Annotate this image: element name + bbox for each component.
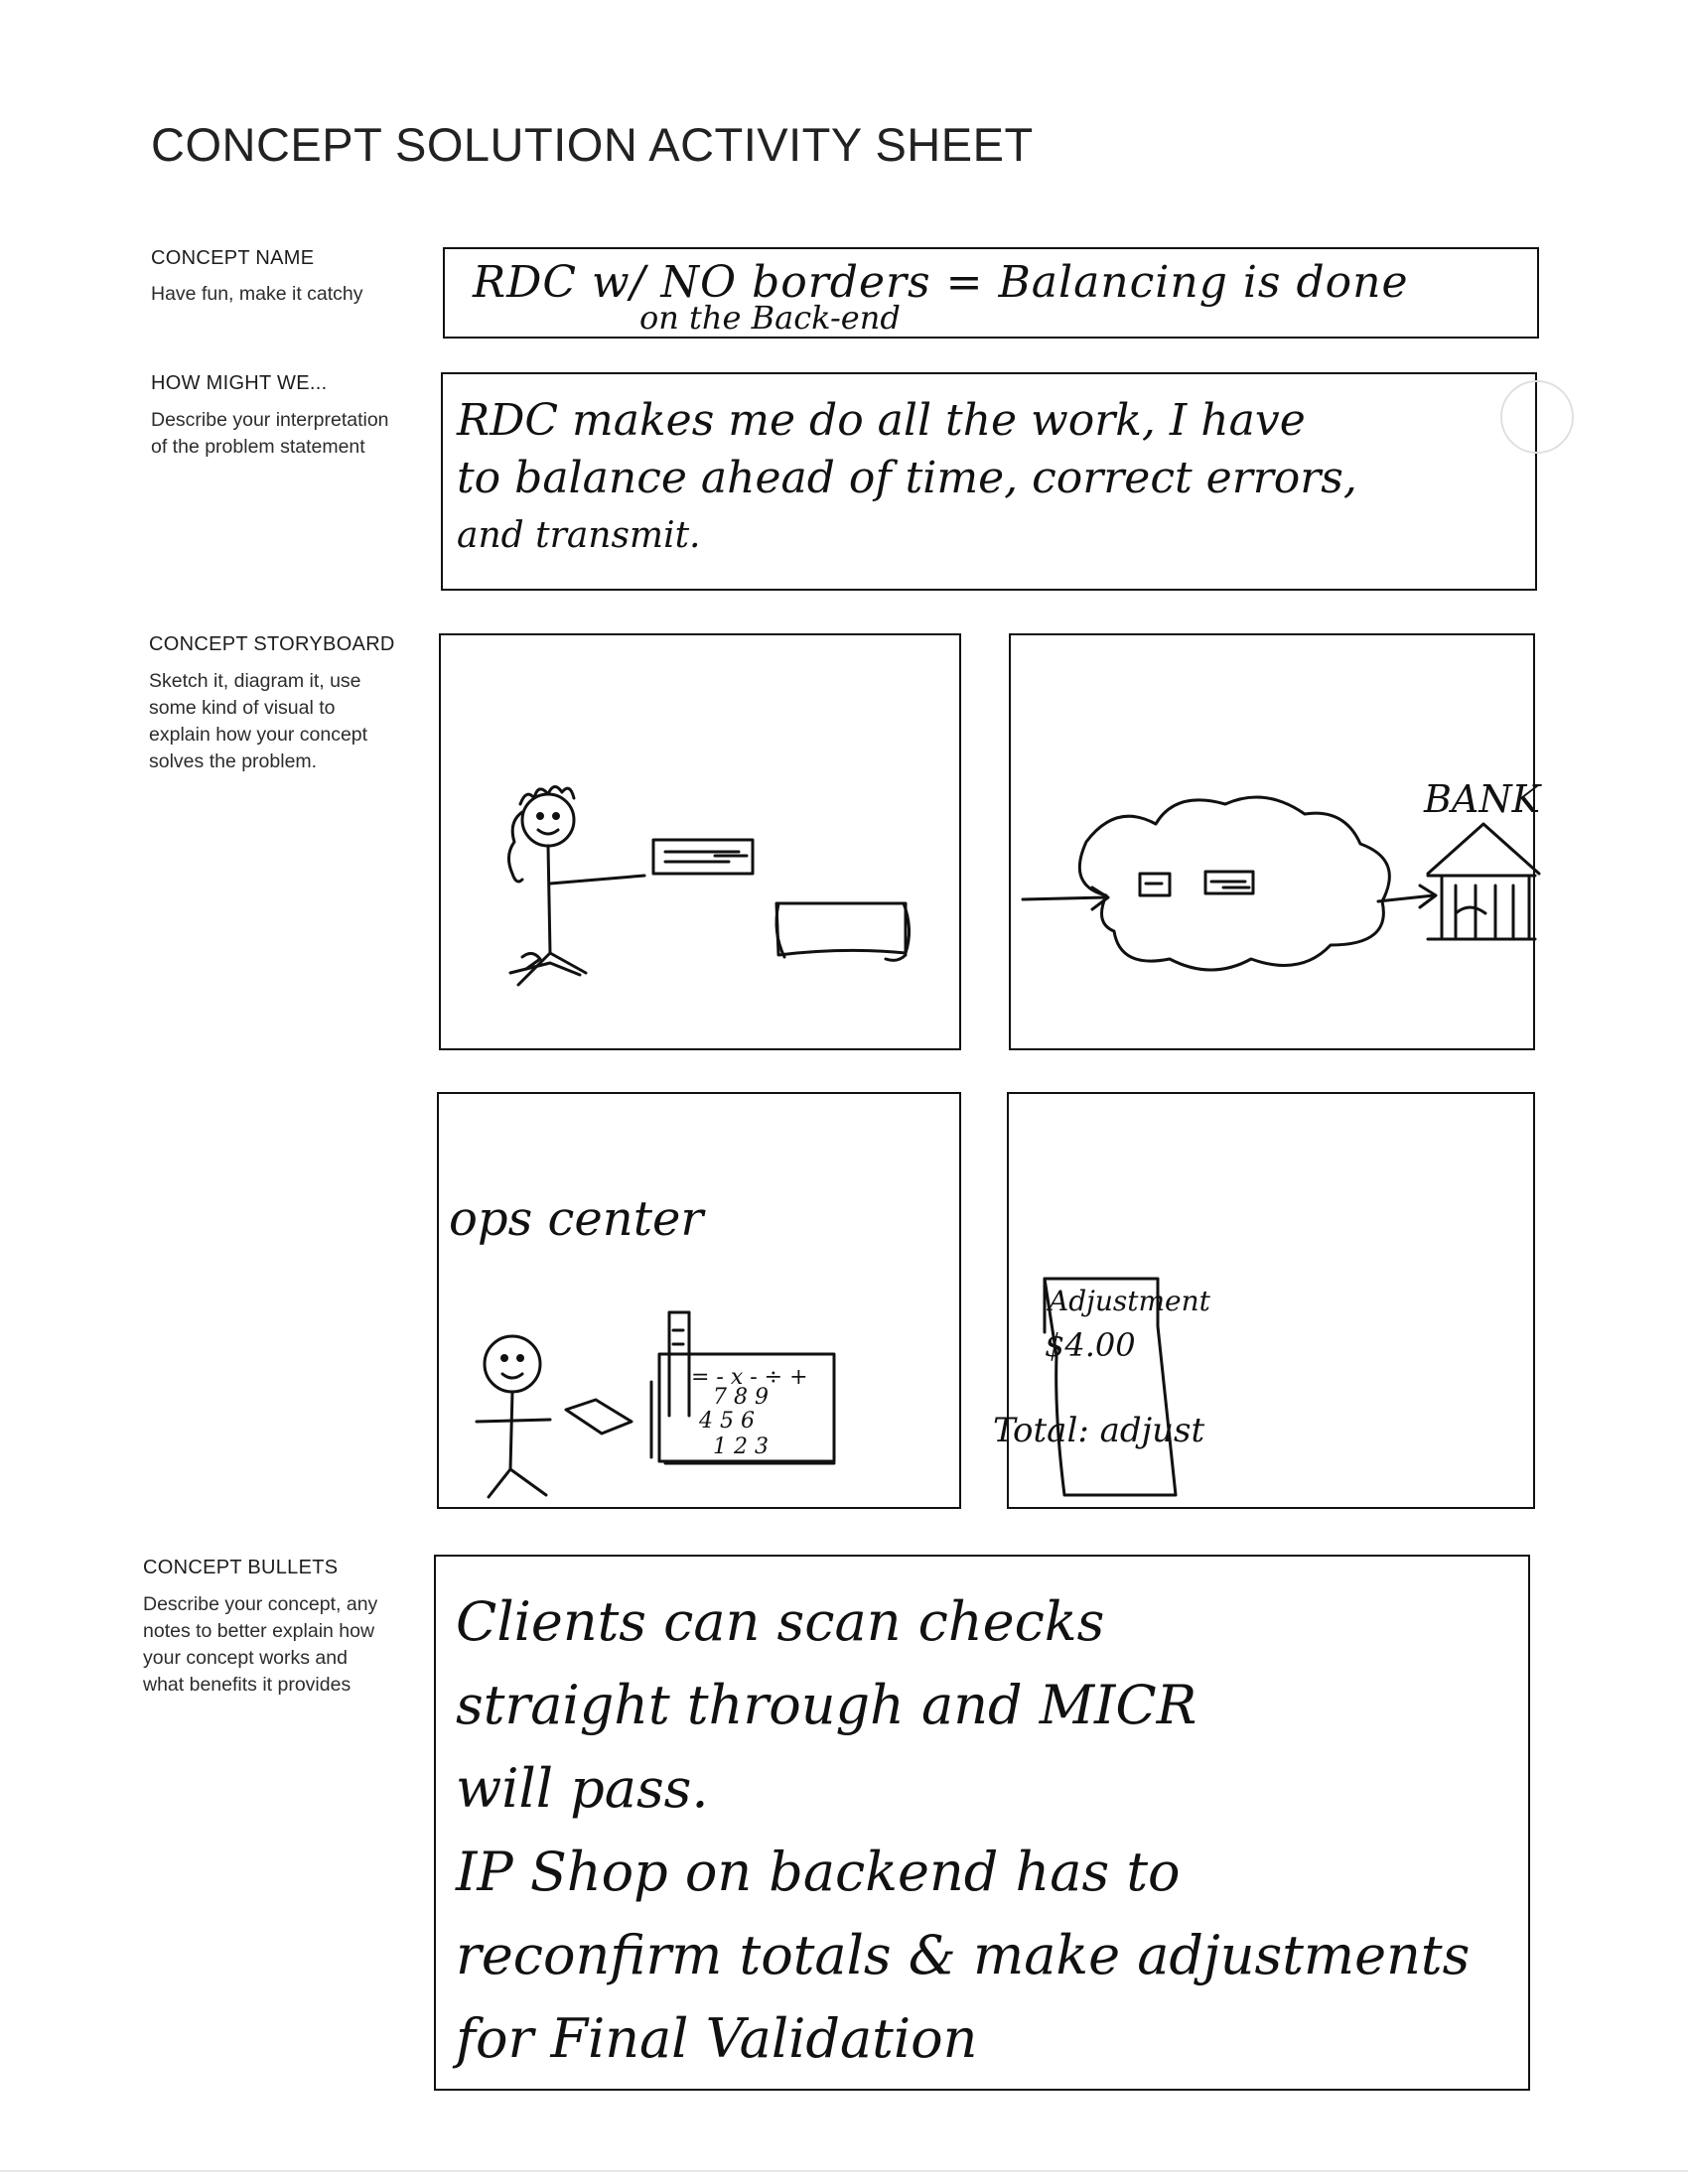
svg-text:Total: adjust: Total: adjust bbox=[993, 1411, 1205, 1450]
storyboard-description: Sketch it, diagram it, use some kind of visual to explain how your concept solves the problem. bbox=[149, 670, 368, 772]
svg-text:7 8 9: 7 8 9 bbox=[713, 1385, 769, 1410]
svg-text:1 2 3: 1 2 3 bbox=[713, 1434, 769, 1459]
hole-punch-mark bbox=[1487, 375, 1577, 465]
bullets-box[interactable] bbox=[434, 1555, 1530, 2091]
sketch-ops-center bbox=[439, 1094, 963, 1511]
bank-label: BANK bbox=[1424, 777, 1541, 821]
storyboard-panel-4[interactable] bbox=[993, 1092, 1535, 1509]
how-might-we-description: Describe your interpretation of the problem statement bbox=[151, 409, 389, 458]
storyboard-panel-3[interactable] bbox=[437, 1092, 961, 1509]
svg-text:Adjustment: Adjustment bbox=[1049, 1285, 1210, 1317]
storyboard-panel-2[interactable] bbox=[1009, 633, 1541, 1050]
storyboard-panel-1[interactable] bbox=[439, 633, 961, 1050]
svg-text:= - x - ÷ +: = - x - ÷ + bbox=[691, 1365, 808, 1390]
concept-name-box[interactable] bbox=[443, 247, 1539, 339]
scan-edge bbox=[0, 2170, 1688, 2172]
storyboard-label: CONCEPT STORYBOARD bbox=[149, 633, 395, 655]
how-might-we-answer: RDC makes me do all the work, I have to balance ahead of time, correct errors, and transmit. bbox=[457, 395, 1357, 556]
svg-text:4 5 6: 4 5 6 bbox=[699, 1409, 755, 1433]
sketch-adjustment-ticket bbox=[993, 1094, 1537, 1511]
concept-name-description: Have fun, make it catchy bbox=[151, 283, 363, 305]
page-title: CONCEPT SOLUTION ACTIVITY SHEET bbox=[151, 118, 1034, 171]
concept-name-answer-sub: on the Back-end bbox=[639, 299, 901, 337]
sketch-cloud-to-bank bbox=[1011, 635, 1541, 1052]
how-might-we-label: HOW MIGHT WE... bbox=[151, 372, 328, 394]
concept-name-answer: RDC w/ NO borders = Balancing is done bbox=[473, 257, 1409, 308]
bullets-description: Describe your concept, any notes to better explain how your concept works and what benefits it provides bbox=[143, 1593, 378, 1696]
svg-text:$4.00: $4.00 bbox=[1045, 1326, 1136, 1364]
how-might-we-box[interactable] bbox=[441, 372, 1537, 591]
bullets-answer: Clients can scan checks straight through and MICR will pass. IP Shop on backend has to reconfirm totals & make adjustments for Final Validation bbox=[456, 1590, 1471, 2070]
bullets-label: CONCEPT BULLETS bbox=[143, 1557, 339, 1578]
concept-name-label: CONCEPT NAME bbox=[151, 247, 315, 269]
sketch-person-scanning bbox=[441, 635, 963, 1052]
ops-center-caption: ops center bbox=[449, 1191, 704, 1247]
